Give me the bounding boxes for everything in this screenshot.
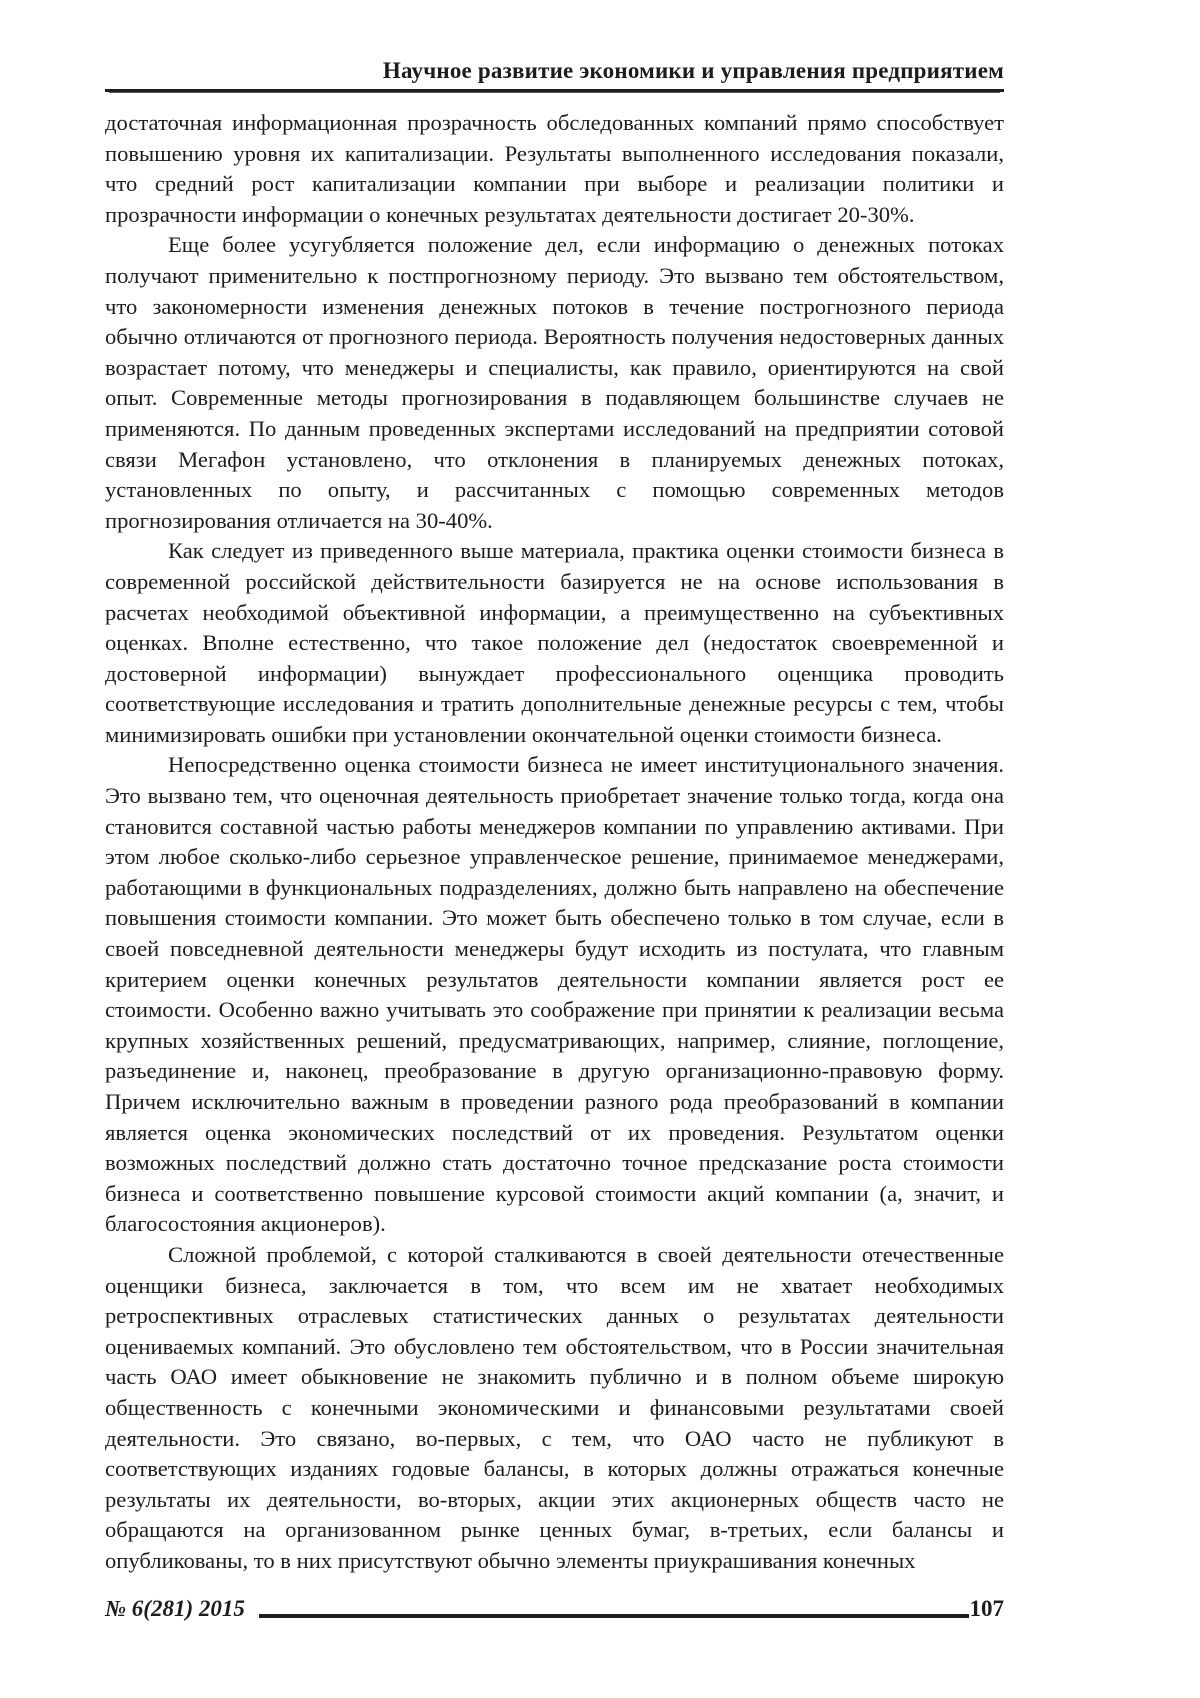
page-footer [105, 1596, 1004, 1623]
body-paragraph: достаточная информационная прозрачность обследованных компаний прямо способствует повышению уровня их капитализации. Результаты выполненного исследования показали, что средний рост капитализации компании при выборе и реализации политики и прозрачности информации о конечных результатах деятельности достигает 20-30%. [105, 110, 1004, 227]
body-paragraph: Еще более усугубляется положение дел, если информацию о денежных потоках получают применительно к постпрогнозному периоду. Это вызвано тем обстоятельством, что закономерности изменения денежных потоков в течение построгнозного периода обычно отличаются от прогнозного периода. Вероятность получения недостоверных данных возрастает потому, что менеджеры и специалисты, как правило, ориентируются на свой опыт. Современные методы прогнозирования в подавляющем большинстве случаев не применяются. По данным проведенных экспертами исследований на предприятии сотовой связи Мегафон установлено, что отклонения в планируемых денежных потоках, установленных по опыту, и рассчитанных с помощью современных методов прогнозирования отличается на 30-40%. [105, 232, 1004, 533]
running-header-title: Научное развитие экономики и управления предприятием [105, 58, 1004, 92]
article-body [105, 108, 1004, 1577]
page-number: 107 [969, 1596, 1004, 1621]
footer-rule [259, 1614, 969, 1618]
body-paragraph: Непосредственно оценка стоимости бизнеса не имеет институционального значения. Это вызвано тем, что оценочная деятельность приобретает значение только тогда, когда она становится составной частью работы менеджеров компании по управлению активами. При этом любое сколько-либо серьезное управленческое решение, принимаемое менеджерами, работающими в функциональных подразделениях, должно быть направлено на обеспечение повышения стоимости компании. Это может быть обеспечено только в том случае, если в своей повседневной деятельности менеджеры будут исходить из постулата, что главным критерием оценки конечных результатов деятельности компании является рост ее стоимости. Особенно важно учитывать это соображение при принятии к реализации весьма крупных хозяйственных решений, предусматривающих, например, слияние, поглощение, разъединение и, наконец, преобразование в другую организационно-правовую форму. Причем исключительно важным в проведении разного рода преобразований в компании является оценка экономических последствий от их проведения. Результатом оценки возможных последствий должно стать достаточно точное предсказание роста стоимости бизнеса и соответственно повышение курсовой стоимости акций компании (а, значит, и благосостояния акционеров). [105, 752, 1004, 1237]
journal-issue-label: № 6(281) 2015 [105, 1596, 245, 1621]
page-content [105, 58, 1004, 1577]
body-paragraph: Сложной проблемой, с которой сталкиваются в своей деятельности отечественные оценщики бизнеса, заключается в том, что всем им не хватает необходимых ретроспективных отраслевых статистических данных о результатах деятельности оцениваемых компаний. Это обусловлено тем обстоятельством, что в России значительная часть ОАО имеет обыкновение не знакомить публично и в полном объеме широкую общественность с конечными экономическими и финансовыми результатами своей деятельности. Это связано, во-первых, с тем, что ОАО часто не публикуют в соответствующих изданиях годовые балансы, в которых должны отражаться конечные результаты их деятельности, во-вторых, акции этих акционерных обществ часто не обращаются на организованном рынке ценных бумаг, в-третьих, если балансы и опубликованы, то в них присутствуют обычно элементы приукрашивания конечных [105, 1241, 1004, 1573]
body-paragraph: Как следует из приведенного выше материала, практика оценки стоимости бизнеса в современной российской действительности базируется не на основе использования в расчетах необходимой объективной информации, а преимущественно на субъективных оценках. Вполне естественно, что такое положение дел (недостаток своевременной и достоверной информации) вынуждает профессионального оценщика проводить соответствующие исследования и тратить дополнительные денежные ресурсы с тем, чтобы минимизировать ошибки при установлении окончательной оценки стоимости бизнеса. [105, 538, 1004, 747]
